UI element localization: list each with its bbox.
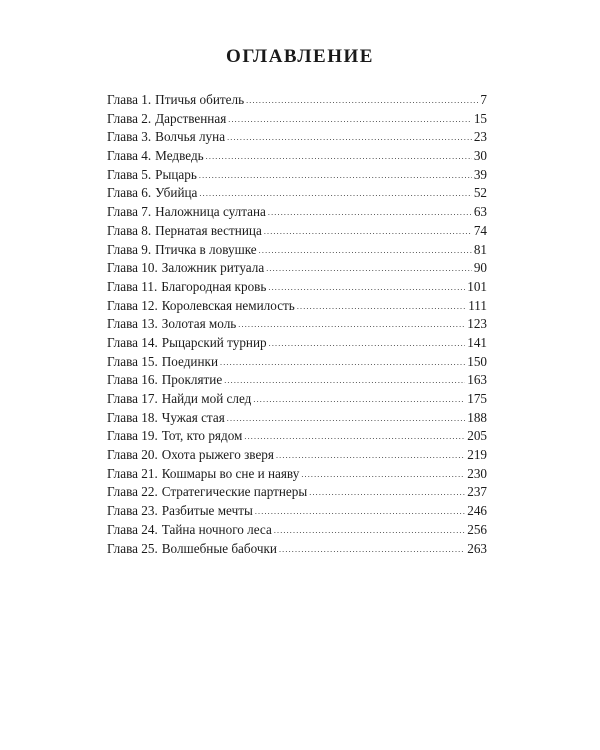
toc-entry-label: [107, 110, 226, 129]
toc-dot-leader: [274, 522, 465, 541]
toc-chapter-number: Глава 18.: [107, 409, 158, 425]
toc-dot-leader: [309, 484, 465, 503]
toc-entry[interactable]: [107, 91, 487, 110]
toc-page-number: 30: [473, 148, 487, 164]
toc-page-number: 90: [473, 260, 487, 276]
toc-dot-leader: [227, 410, 465, 429]
toc-chapter-title: Птичья обитель: [155, 92, 245, 107]
toc-chapter-number: Глава 8.: [107, 222, 152, 238]
toc-page-number: 111: [468, 297, 487, 313]
toc-list: [107, 91, 487, 558]
toc-chapter-title: Убийца: [155, 185, 198, 201]
toc-chapter-number: Глава 15.: [107, 353, 158, 369]
toc-dot-leader: [228, 111, 472, 130]
toc-chapter-title: Чужая стая: [161, 409, 225, 425]
toc-entry[interactable]: [107, 166, 487, 185]
toc-chapter-title: Птичка в ловушке: [155, 241, 257, 257]
toc-chapter-number: Глава 16.: [107, 372, 158, 388]
toc-chapter-title: Дарственная: [155, 110, 227, 126]
toc-dot-leader: [244, 428, 465, 447]
toc-entry-label: [107, 465, 299, 484]
toc-chapter-number: Глава 24.: [107, 521, 158, 537]
toc-entry-label: [107, 390, 251, 409]
toc-chapter-title: Охота рыжего зверя: [161, 447, 274, 463]
toc-entry-label: [107, 184, 197, 203]
toc-chapter-title: Золотая моль: [161, 316, 237, 332]
toc-page-number: 81: [473, 241, 487, 257]
toc-entry-label: [107, 446, 274, 465]
toc-chapter-title: Тайна ночного леса: [161, 521, 272, 537]
toc-dot-leader: [206, 148, 472, 167]
toc-page-number: 141: [467, 334, 487, 350]
toc-entry-label: [107, 91, 244, 110]
toc-page-number: 123: [467, 316, 487, 332]
toc-chapter-number: Глава 1.: [107, 92, 152, 107]
toc-entry[interactable]: [107, 371, 487, 390]
toc-dot-leader: [269, 335, 466, 354]
toc-page-number: 163: [467, 372, 487, 388]
toc-chapter-number: Глава 6.: [107, 185, 152, 201]
toc-entry[interactable]: [107, 483, 487, 502]
toc-dot-leader: [264, 223, 472, 242]
toc-page-number: 23: [473, 129, 487, 145]
toc-entry[interactable]: [107, 278, 487, 297]
toc-entry-label: [107, 315, 236, 334]
toc-entry-label: [107, 128, 225, 147]
toc-page-number: 7: [480, 92, 487, 107]
toc-page-number: 39: [473, 166, 487, 182]
toc-dot-leader: [266, 260, 472, 279]
toc-entry-label: [107, 166, 197, 185]
toc-dot-leader: [268, 204, 472, 223]
toc-entry-label: [107, 241, 257, 260]
toc-dot-leader: [238, 316, 465, 335]
toc-chapter-title: Кошмары во сне и наяву: [161, 465, 300, 481]
toc-dot-leader: [227, 129, 472, 148]
toc-page-number: 150: [467, 353, 487, 369]
toc-chapter-number: Глава 17.: [107, 391, 158, 406]
toc-entry[interactable]: [107, 147, 487, 166]
toc-entry-label: [107, 203, 266, 222]
toc-dot-leader: [246, 92, 478, 111]
toc-page-number: 230: [467, 465, 487, 481]
toc-page-number: 175: [467, 391, 487, 406]
toc-chapter-number: Глава 19.: [107, 428, 158, 444]
toc-chapter-title: Заложник ритуала: [161, 260, 265, 276]
toc-entry[interactable]: [107, 465, 487, 484]
toc-chapter-title: Рыцарь: [155, 166, 197, 182]
toc-dot-leader: [301, 466, 465, 485]
toc-chapter-title: Проклятие: [161, 372, 223, 388]
toc-entry-label: [107, 409, 225, 428]
toc-entry[interactable]: [107, 297, 487, 316]
toc-dot-leader: [279, 541, 465, 560]
toc-chapter-number: Глава 20.: [107, 447, 158, 463]
toc-chapter-number: Глава 14.: [107, 334, 158, 350]
toc-entry[interactable]: [107, 184, 487, 203]
toc-chapter-title: Волчья луна: [155, 129, 226, 145]
toc-dot-leader: [224, 372, 465, 391]
toc-entry-label: [107, 353, 218, 372]
toc-entry-label: [107, 278, 266, 297]
toc-entry-label: [107, 502, 253, 521]
toc-entry[interactable]: [107, 353, 487, 372]
toc-entry-label: [107, 297, 295, 316]
toc-entry[interactable]: [107, 259, 487, 278]
toc-chapter-number: Глава 4.: [107, 148, 152, 164]
toc-chapter-title: Тот, кто рядом: [161, 428, 243, 444]
toc-dot-leader: [220, 354, 465, 373]
toc-entry[interactable]: [107, 540, 487, 559]
toc-chapter-title: Благородная кровь: [161, 278, 267, 294]
toc-chapter-number: Глава 7.: [107, 204, 152, 220]
toc-chapter-title: Рыцарский турнир: [161, 334, 267, 350]
toc-entry-label: [107, 147, 204, 166]
toc-page-number: 246: [467, 503, 487, 519]
toc-page-number: 52: [473, 185, 487, 201]
toc-page-number: 74: [473, 222, 487, 238]
toc-page-number: 237: [467, 484, 487, 500]
toc-chapter-number: Глава 25.: [107, 540, 158, 556]
toc-entry-label: [107, 483, 307, 502]
toc-entry-label: [107, 540, 277, 559]
toc-page-number: 263: [467, 540, 487, 556]
toc-chapter-title: Найди мой след: [161, 391, 252, 406]
toc-entry[interactable]: [107, 203, 487, 222]
toc-chapter-title: Наложница султана: [155, 204, 266, 220]
toc-dot-leader: [253, 391, 465, 410]
toc-chapter-title: Пернатая вестница: [155, 222, 262, 238]
toc-entry[interactable]: [107, 315, 487, 334]
toc-chapter-title: Поединки: [161, 353, 219, 369]
toc-page-number: 101: [467, 278, 487, 294]
toc-entry-label: [107, 334, 267, 353]
toc-title: ОГЛАВЛЕНИЕ: [226, 46, 374, 67]
toc-page-number: 188: [467, 409, 487, 425]
toc-entry[interactable]: [107, 241, 487, 260]
toc-chapter-title: Королевская немилость: [161, 297, 295, 313]
toc-entry[interactable]: [107, 390, 487, 409]
toc-page-number: 15: [473, 110, 487, 126]
toc-dot-leader: [259, 242, 472, 261]
toc-dot-leader: [255, 503, 465, 522]
toc-entry-label: [107, 371, 222, 390]
toc-entry[interactable]: [107, 409, 487, 428]
toc-dot-leader: [199, 167, 472, 186]
toc-chapter-number: Глава 10.: [107, 260, 158, 276]
toc-chapter-number: Глава 12.: [107, 297, 158, 313]
toc-chapter-number: Глава 22.: [107, 484, 158, 500]
toc-entry[interactable]: [107, 128, 487, 147]
toc-entry[interactable]: [107, 334, 487, 353]
toc-chapter-number: Глава 21.: [107, 465, 158, 481]
toc-dot-leader: [199, 185, 471, 204]
toc-page-number: 63: [473, 204, 487, 220]
toc-entry[interactable]: [107, 427, 487, 446]
toc-chapter-number: Глава 11.: [107, 278, 158, 294]
toc-chapter-number: Глава 9.: [107, 241, 152, 257]
toc-dot-leader: [276, 447, 465, 466]
toc-dot-leader: [297, 298, 466, 317]
toc-chapter-title: Стратегические партнеры: [161, 484, 308, 500]
toc-chapter-number: Глава 5.: [107, 166, 152, 182]
toc-entry[interactable]: [107, 222, 487, 241]
toc-chapter-number: Глава 13.: [107, 316, 158, 332]
toc-entry[interactable]: [107, 110, 487, 129]
toc-chapter-number: Глава 2.: [107, 110, 152, 126]
toc-entry[interactable]: [107, 502, 487, 521]
toc-entry[interactable]: [107, 521, 487, 540]
toc-entry[interactable]: [107, 446, 487, 465]
toc-page-number: 219: [467, 447, 487, 463]
toc-page-number: 256: [467, 521, 487, 537]
toc-entry-label: [107, 222, 262, 241]
toc-entry-label: [107, 259, 264, 278]
toc-entry-label: [107, 521, 272, 540]
toc-page-number: 205: [467, 428, 487, 444]
toc-chapter-number: Глава 3.: [107, 129, 152, 145]
toc-chapter-title: Медведь: [155, 148, 204, 164]
toc-chapter-title: Разбитые мечты: [161, 503, 253, 519]
toc-chapter-title: Волшебные бабочки: [161, 540, 277, 556]
toc-dot-leader: [268, 279, 465, 298]
toc-entry-label: [107, 427, 242, 446]
toc-chapter-number: Глава 23.: [107, 503, 158, 519]
